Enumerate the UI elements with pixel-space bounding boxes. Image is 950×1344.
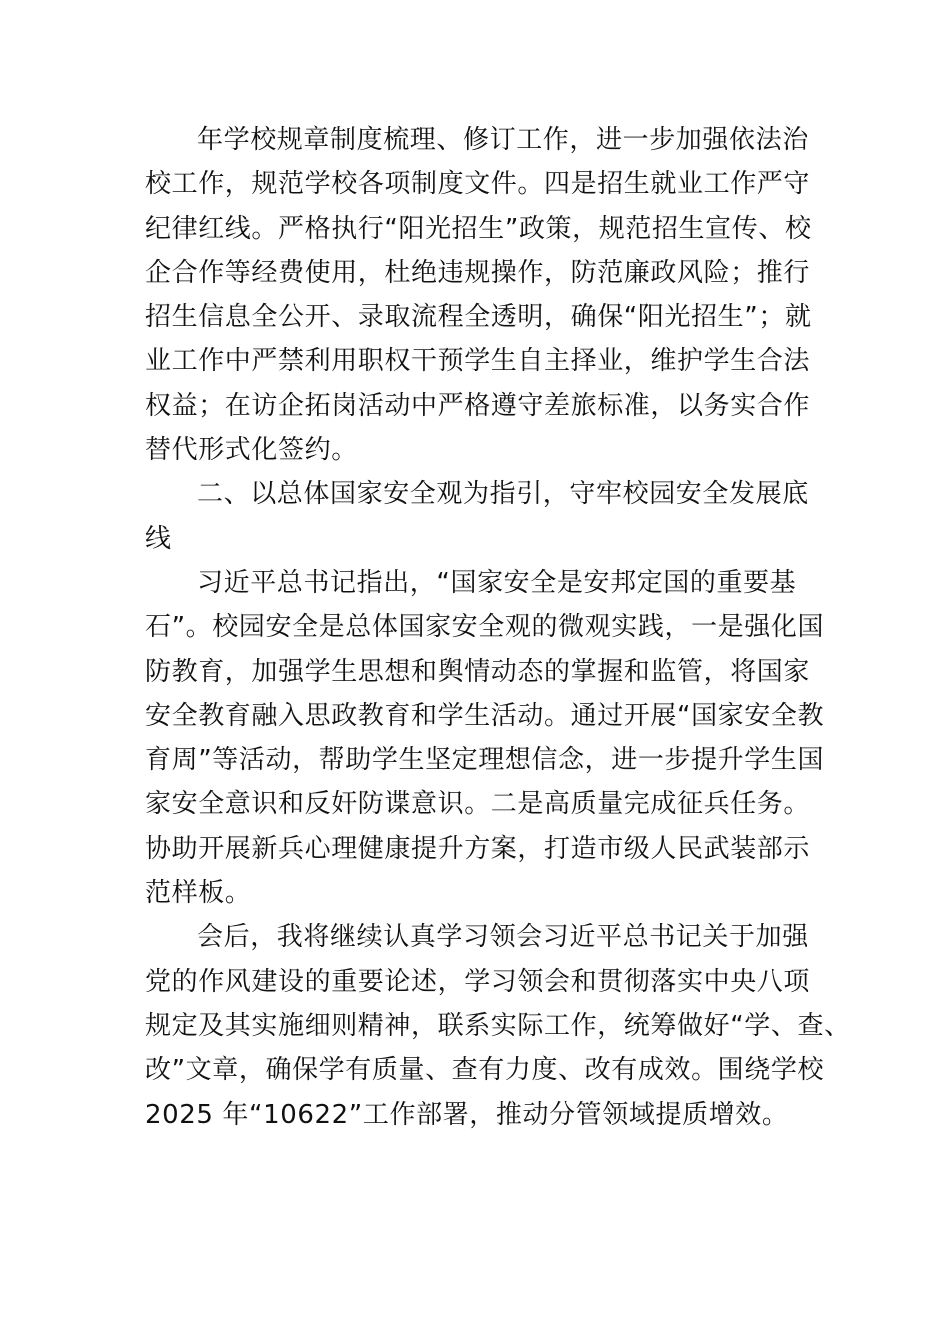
document-body: [145, 118, 851, 1137]
text-line: 权益；在访企拓岗活动中严格遵守差旅标准，以务实合作: [145, 390, 811, 421]
text-line: 规定及其实施细则精神，联系实际工作，统筹做好“学、查、: [145, 1010, 851, 1041]
text-line: 2025 年“10622”工作部署，推动分管领域提质增效。: [145, 1099, 789, 1130]
text-line: 石”。校园安全是总体国家安全观的微观实践，一是强化国: [145, 612, 825, 643]
text-line: 育周”等活动，帮助学生坚定理想信念，进一步提升学生国: [145, 745, 825, 776]
text-line: 协助开展新兵心理健康提升方案，打造市级人民武装部示: [145, 833, 811, 864]
section-heading-line: 二、以总体国家安全观为指引，守牢校园安全发展底: [197, 479, 809, 510]
text-line: 防教育，加强学生思想和舆情动态的掌握和监管，将国家: [145, 656, 811, 687]
text-line: 年学校规章制度梳理、修订工作，进一步加强依法治: [197, 125, 809, 155]
text-line: 家安全意识和反奸防谍意识。二是高质量完成征兵任务。: [145, 789, 811, 820]
section-heading-line: 线: [145, 523, 172, 554]
text-line: 业工作中严禁利用职权干预学生自主择业，维护学生合法: [145, 346, 811, 377]
text-line: 范样板。: [145, 878, 252, 909]
text-line: 习近平总书记指出，“国家安全是安邦定国的重要基: [197, 567, 797, 598]
text-line: 替代形式化签约。: [145, 435, 358, 466]
text-line: 校工作，规范学校各项制度文件。四是招生就业工作严守: [145, 169, 811, 200]
text-line: 会后，我将继续认真学习领会习近平总书记关于加强: [197, 922, 809, 953]
text-line: 纪律红线。严格执行“阳光招生”政策，规范招生宣传、校: [145, 213, 812, 244]
text-line: 安全教育融入思政教育和学生活动。通过开展“国家安全教: [145, 700, 825, 731]
text-line: 党的作风建设的重要论述，学习领会和贯彻落实中央八项: [145, 966, 811, 997]
text-line: 企合作等经费使用，杜绝违规操作，防范廉政风险；推行: [145, 257, 811, 288]
text-line: 改”文章，确保学有质量、查有力度、改有成效。围绕学校: [145, 1055, 825, 1086]
text-line: 招生信息全公开、录取流程全透明，确保“阳光招生”；就: [145, 302, 812, 333]
